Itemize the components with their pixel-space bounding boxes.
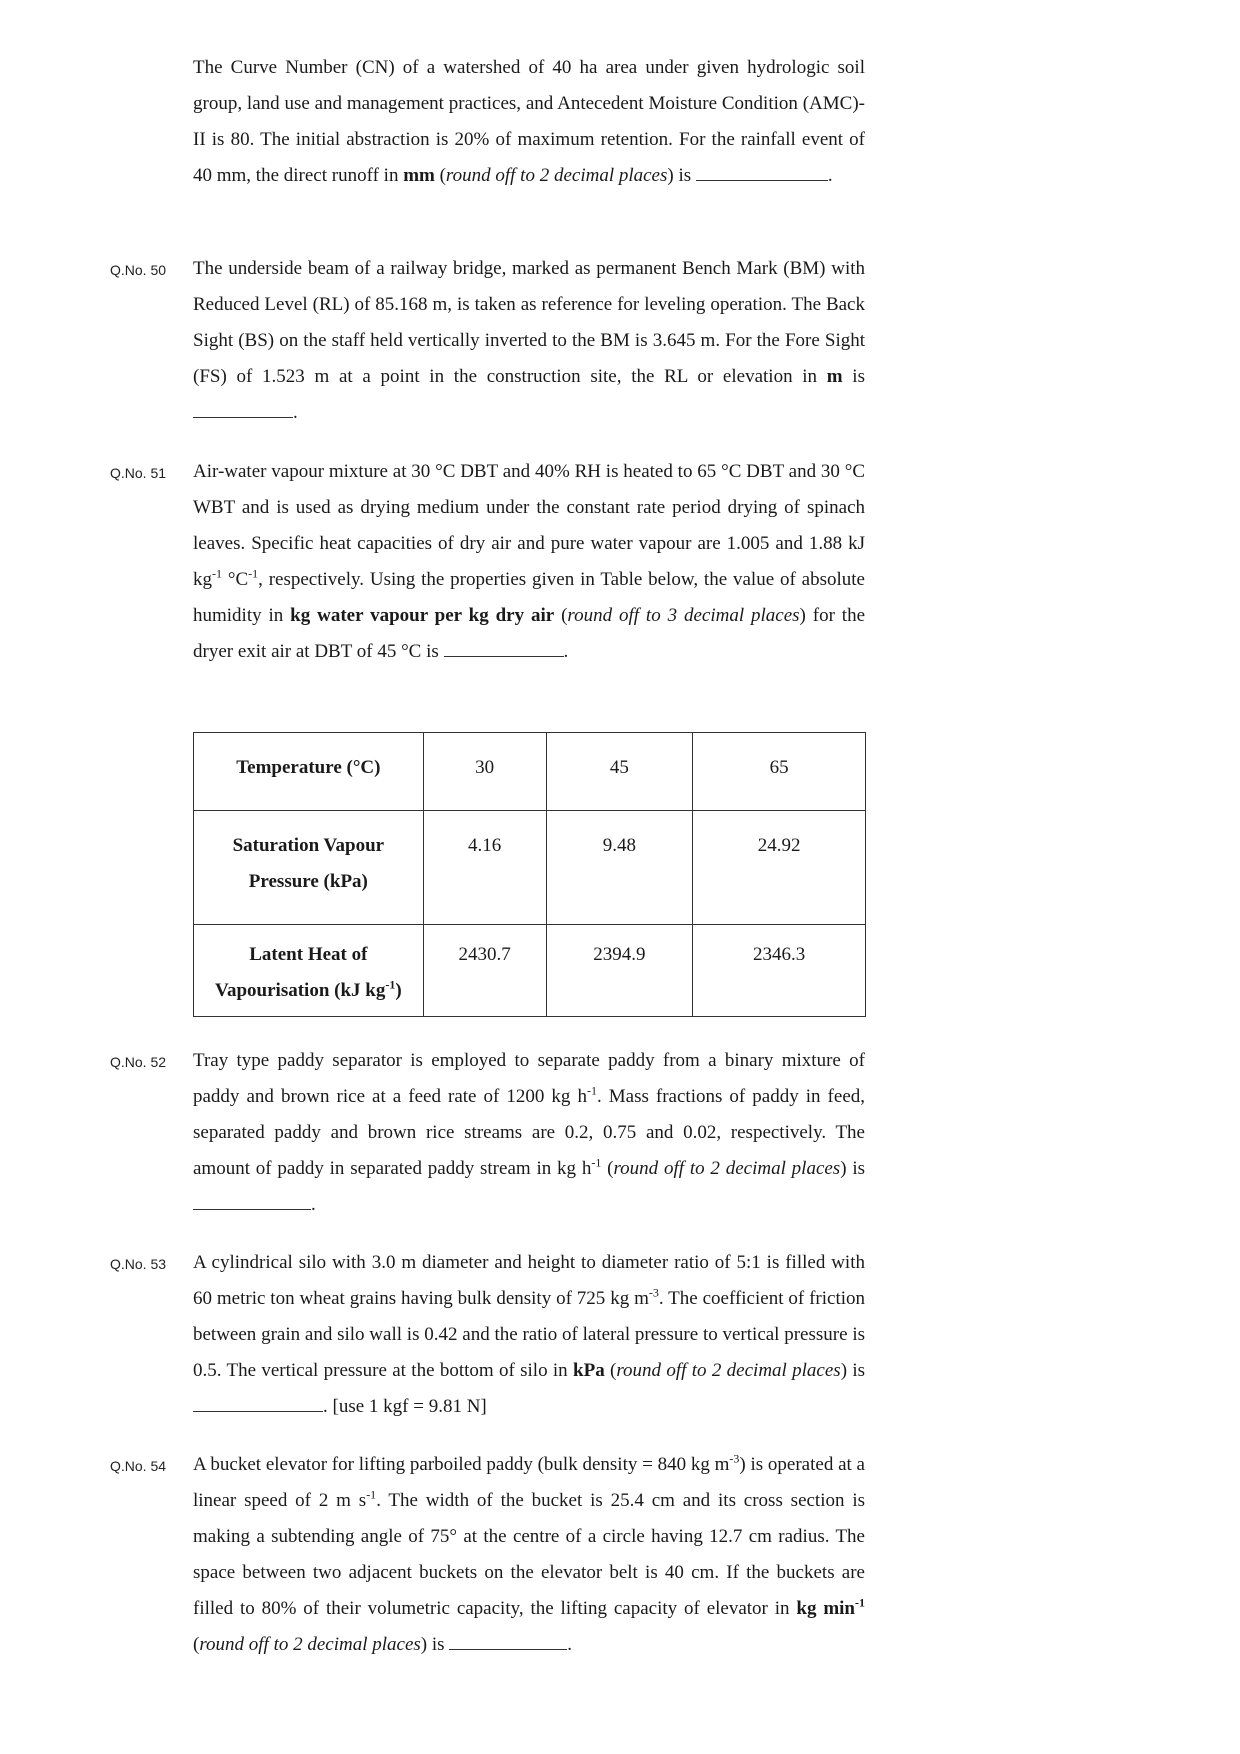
table-row [194,925,866,1017]
table-cell: 2346.3 [693,925,866,1017]
answer-blank[interactable] [696,162,828,181]
table-row [194,811,866,925]
table-cell: 65 [693,733,866,811]
q54-text: A bucket elevator for lifting parboiled paddy (bulk density = 840 kg $m^{-3}$) is operated at a linear speed of 2 m $s^{-1}$. The width of the bucket is 25.4 cm and its cross section is making a subtending angle of 75° at the centre of a circle having 12.7 cm radius. The space between two adjacent buckets on the elevator belt is 40 cm. If the buckets are filled to 80% of their volumetric capacity, the lifting capacity of elevator in kg $\min^{-1}$ (round off to 2 decimal places) is . [193,1451,865,1655]
table-cell: 45 [546,733,693,811]
table-cell: 30 [423,733,546,811]
q51-text: Air-water vapour mixture at 30 °C DBT and 40% RH is heated to 65 °C DBT and 30 °C WBT and is used as drying medium under the constant rate period drying of spinach leaves. Specific heat capacities of dry air and pure water vapour are 1.005 and 1.88 kJ $kg^{-1}$ $^\circ C^{-1}$, respectively. Using the properties given in Table below, the value of absolute humidity in kg water vapour per kg dry air (round off to 3 decimal places) for the dryer exit air at DBT of 45 °C is . [193,461,866,662]
question-number: Q.No. 54 [110,1458,167,1474]
question-number: Q.No. 52 [110,1054,167,1070]
answer-blank[interactable] [444,638,564,657]
question-number: Q.No. 50 [110,262,167,278]
q50-text: The underside beam of a railway bridge, marked as permanent Bench Mark (BM) with Reduced Level (RL) of 85.168 m, is taken as reference for leveling operation. The Back Sight (BS) on the staff held vertically inverted to the BM is 3.645 m. For the Fore Sight (FS) of 1.523 m at a point in the construction site, the RL or elevation in m is . [193,258,865,423]
answer-blank[interactable] [193,1191,311,1210]
row-label: Latent Heat of Vapourisation (kJ $kg^{-1}$) [194,925,424,1017]
q52-text: Tray type paddy separator is employed to separate paddy from a binary mixture of paddy and brown rice at a feed rate of 1200 kg $h^{-1}$. Mass fractions of paddy in feed, separated paddy and brown rice streams are 0.2, 0.75 and 0.02, respectively. The amount of paddy in separated paddy stream in kg $h^{-1}$ (round off to 2 decimal places) is . [193,1050,866,1215]
answer-blank[interactable] [193,1393,323,1412]
table-cell: 24.92 [693,811,866,925]
row-label: Saturation Vapour Pressure (kPa) [194,811,424,925]
row-label: Temperature (°C) [194,733,424,811]
q53-text: A cylindrical silo with 3.0 m diameter and height to diameter ratio of 5:1 is filled with 60 metric ton wheat grains having bulk density of 725 kg $m^{-3}$. The coefficient of friction between grain and silo wall is 0.42 and the ratio of lateral pressure to vertical pressure is 0.5. The vertical pressure at the bottom of silo in kPa (round off to 2 decimal places) is . [use 1 kgf = 9.81 N] [193,1252,866,1417]
question-number: Q.No. 51 [110,465,167,481]
answer-blank[interactable] [449,1631,567,1650]
q49-text: The Curve Number (CN) of a watershed of 40 ha area under given hydrologic soil group, land use and management practices, and Antecedent Moisture Condition (AMC)-II is 80. The initial abstraction is 20% of maximum retention. For the rainfall event of 40 mm, the direct runoff in mm (round off to 2 decimal places) is . [193,57,865,186]
table-row [194,733,866,811]
table-cell: 2430.7 [423,925,546,1017]
properties-table [193,732,866,1016]
table-cell: 4.16 [423,811,546,925]
table-cell: 2394.9 [546,925,693,1017]
question-number: Q.No. 53 [110,1256,167,1272]
table-cell: 9.48 [546,811,693,925]
answer-blank[interactable] [193,399,293,418]
